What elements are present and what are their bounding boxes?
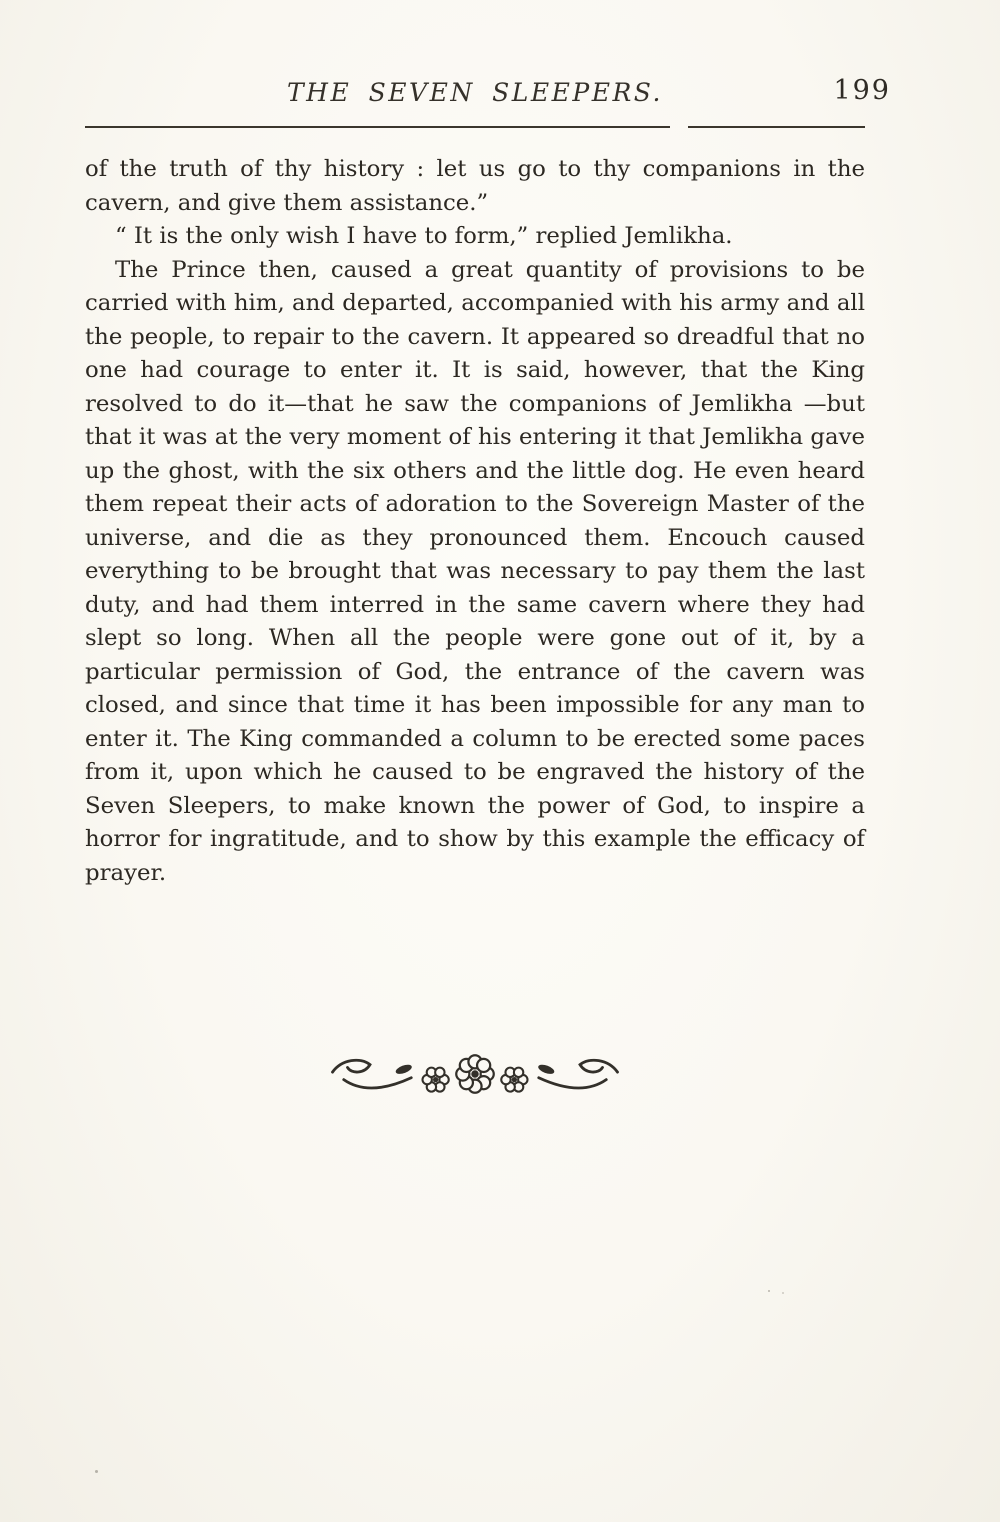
header-rule	[85, 126, 865, 128]
paragraph-main: The Prince then, caused a great quantity of provisions to be carried with him, and departed, accompanied with his army and all the people, to repair to the cavern. It appeared so dreadful that no one had courage to enter it. It is said, however, that the King resolved to do it—that he saw the companions of Jemlikha —but that it was at the very moment of his entering it that Jemlikha gave up the ghost, with the six others and the little dog. He even heard them repeat their acts of adoration to the Sovereign Master of the universe, and die as they pronounced them. Encouch caused everything to be brought that was necessary to pay them the last duty, and had them interred in the same cavern where they had slept so long. When all the people were gone out of it, by a particular permission of God, the entrance of the cavern was closed, and since that time it has been impossible for any man to enter it. The King commanded a column to be erected some paces from it, upon which he caused to be engraved the history of the Seven Sleepers, to make known the power of God, to inspire a horror for ingratitude, and to show by this example the efficacy of prayer.	[85, 256, 865, 886]
ornament-flourish	[85, 1040, 865, 1108]
floral-flourish-icon	[325, 1040, 625, 1108]
scan-speckle	[768, 1290, 770, 1292]
paragraph-quote: “ It is the only wish I have to form,” replied Jemlikha.	[115, 223, 733, 249]
page-body	[85, 153, 865, 890]
scan-speckle	[95, 1470, 98, 1473]
page-number: 199	[833, 75, 891, 106]
header-rule-left-segment	[85, 126, 670, 128]
header-rule-right-segment	[688, 126, 865, 128]
paragraph-continuation: of the truth of thy history : let us go to thy companions in the cavern, and give them assistance.”	[85, 156, 865, 216]
page-header	[85, 75, 891, 114]
running-title: THE SEVEN SLEEPERS.	[287, 78, 663, 107]
scan-speckle	[782, 1292, 784, 1294]
